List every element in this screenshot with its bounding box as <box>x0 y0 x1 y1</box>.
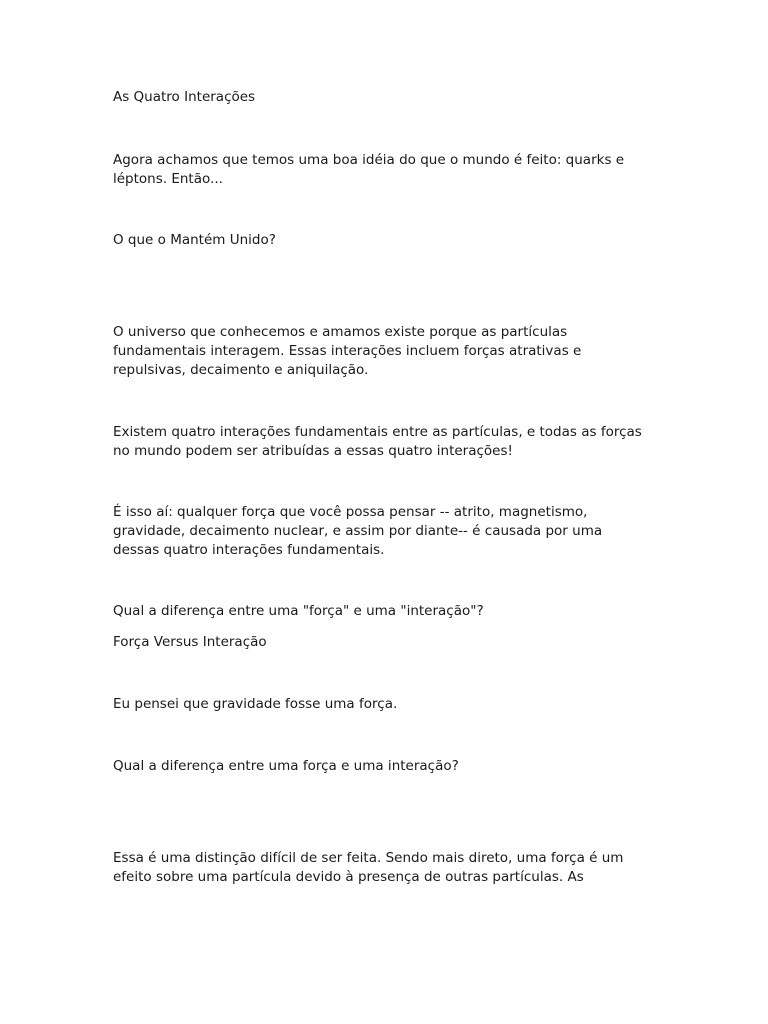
four-interactions-line-1: Existem quatro interações fundamentais entre as partículas, e todas as forças <box>113 424 642 440</box>
gravity-statement: Eu pensei que gravidade fosse uma força. <box>113 696 398 712</box>
intro-line-1: Agora achamos que temos uma boa idéia do que o mundo é feito: quarks e <box>113 152 625 168</box>
any-force-line-3: dessas quatro interações fundamentais. <box>113 542 385 558</box>
distinction-line-2: efeito sobre uma partícula devido à presença de outras partículas. As <box>113 869 584 885</box>
question-held-together: O que o Mantém Unido? <box>113 232 276 248</box>
intro-paragraph <box>113 151 673 189</box>
any-force-line-2: gravidade, decaimento nuclear, e assim por diante-- é causada por uma <box>113 523 603 539</box>
universe-paragraph <box>113 323 673 380</box>
question-difference: Qual a diferença entre uma força e uma interação? <box>113 758 459 774</box>
section-heading: Força Versus Interação <box>113 634 267 650</box>
universe-line-2: fundamentais interagem. Essas interações incluem forças atrativas e <box>113 343 582 359</box>
intro-line-2: léptons. Então... <box>113 171 223 187</box>
distinction-line-1: Essa é uma distinção difícil de ser feita. Sendo mais direto, uma força é um <box>113 850 624 866</box>
distinction-paragraph <box>113 849 673 887</box>
any-force-line-1: É isso aí: qualquer força que você possa pensar -- atrito, magnetismo, <box>113 504 588 520</box>
universe-line-1: O universo que conhecemos e amamos existe porque as partículas <box>113 324 568 340</box>
any-force-paragraph <box>113 503 673 560</box>
universe-line-3: repulsivas, decaimento e aniquilação. <box>113 362 369 378</box>
four-interactions-paragraph <box>113 423 673 461</box>
four-interactions-line-2: no mundo podem ser atribuídas a essas quatro interações! <box>113 443 513 459</box>
question-difference-quoted: Qual a diferença entre uma "força" e uma "interação"? <box>113 603 484 619</box>
document-title: As Quatro Interações <box>113 89 256 105</box>
